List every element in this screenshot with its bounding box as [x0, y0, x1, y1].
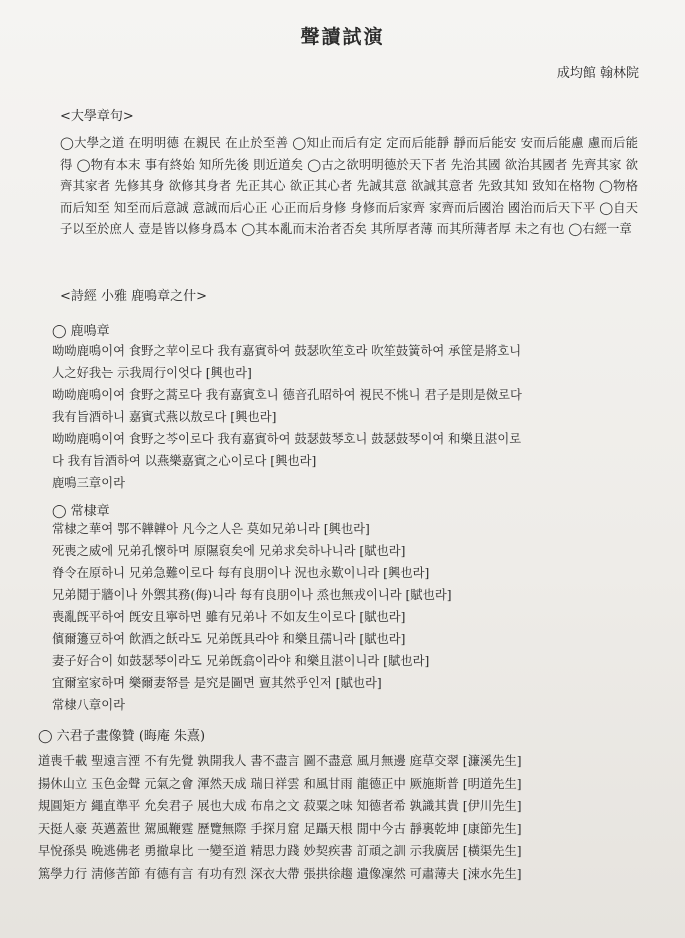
verse-line: 呦呦鹿鳴이여 食野之蒿로다 我有嘉賓호니 德音孔昭하여 視民不恌니 君子是則是傚로다 — [52, 388, 522, 402]
verse-line: 兄弟鬩于牆이나 外禦其務(侮)니라 每有良朋이나 烝也無戎이니라 [賦也라] — [52, 588, 452, 602]
verse-line: 妻子好合이 如鼓瑟琴이라도 兄弟旣翕이라야 和樂且湛이니라 [賦也라] — [52, 654, 430, 668]
changdi-lines — [52, 518, 642, 716]
verse-line: 儐爾籩豆하여 飮酒之飫라도 兄弟旣具라야 和樂且孺니라 [賦也라] — [52, 632, 406, 646]
shijing-heading: <詩經 小雅 鹿鳴章之什> — [60, 289, 208, 304]
verse-line: 鹿鳴三章이라 — [52, 476, 125, 490]
verse-line: 呦呦鹿鳴이여 食野之苹이로다 我有嘉賓하여 鼓瑟吹笙호라 吹笙鼓簧하여 承筐是將호니 — [52, 344, 522, 358]
liujunzi-lines — [38, 750, 642, 885]
verse-line: 死喪之威에 兄弟孔懷하며 原隰裒矣에 兄弟求矣하나니라 [賦也라] — [52, 544, 406, 558]
luming-lines — [52, 340, 642, 494]
verse-line: 我有旨酒하니 嘉賓式燕以敖로다 [興也라] — [52, 410, 277, 424]
verse-line: 常棣八章이라 — [52, 698, 125, 712]
verse-line: 다 我有旨酒하여 以燕樂嘉賓之心이로다 [興也라] — [52, 454, 317, 468]
verse-line: 規圓矩方 繩直準平 允矣君子 展也大成 布帛之文 菽粟之味 知德者希 孰識其貴 [伊川先生] — [38, 799, 522, 813]
daxue-text: ◯大學之道 在明明德 在親民 在止於至善 ◯知止而后有定 定而后能靜 靜而后能安 安而后能慮 慮而后能得 ◯物有本末 事有終始 知所先後 則近道矣 ◯古之欲明明德於天下者 先治其國 欲治其國者 先齊其家 欲齊其家者 先修其身 欲修其身者 先正其心 欲正其心者 先誠其意 欲誠其意者 先致其知 致知在格物 ◯物格而后知至 知至而后意誠 意誠而后心正 心正而后身修 身修而后家齊 家齊而后國治 國治而后天下平 ◯自天子以至於庶人 壹是皆以修身爲本 ◯其本亂而末治者否矣 其所厚者薄 而其所薄者厚 未之有也 ◯右經一章 — [60, 135, 638, 236]
verse-line: 呦呦鹿鳴이여 食野之芩이로다 我有嘉賓하여 鼓瑟鼓琴호니 鼓瑟鼓琴이여 和樂且湛이로 — [52, 432, 522, 446]
organization-label: 成均館 翰林院 — [556, 66, 639, 81]
changdi-heading: ◯ 常棣章 — [52, 504, 110, 519]
verse-line: 天挺人豪 英邁蓋世 駕風鞭霆 歷覽無際 手探月窟 足躡天根 閒中今古 靜裏乾坤 [康節先生] — [38, 821, 522, 836]
verse-line: 人之好我는 示我周行이엇다 [興也라] — [52, 366, 252, 380]
verse-line: 篤學力行 淸修苦節 有德有言 有功有烈 深衣大帶 張拱徐趨 遺像凜然 可肅薄夫 [涑水先生] — [38, 866, 522, 881]
daxue-heading: <大學章句> — [60, 109, 134, 124]
luming-heading: ◯ 鹿鳴章 — [52, 324, 110, 339]
page-title: 聲讀試演 — [300, 26, 385, 48]
verse-line: 揚休山立 玉色金聲 元氣之會 渾然天成 瑞日祥雲 和風甘雨 龍德正中 厥施斯普 [明道先生] — [38, 776, 522, 791]
verse-line: 脊令在原하니 兄弟急難이로다 每有良朋이나 況也永歎이니라 [興也라] — [52, 566, 430, 580]
verse-line: 喪亂旣平하여 旣安且寧하면 雖有兄弟나 不如友生이로다 [賦也라] — [52, 610, 406, 624]
liujunzi-heading: ◯ 六君子畫像贊 (晦庵 朱熹) — [38, 729, 206, 744]
verse-line: 早悅孫吳 晩逃佛老 勇撤皐比 一變至道 精思力踐 妙契疾書 訂頑之訓 示我廣居 [橫渠先生] — [38, 844, 522, 858]
verse-line: 宜爾室家하며 樂爾妻帑를 是究是圖면 亶其然乎인저 [賦也라] — [52, 676, 382, 690]
verse-line: 常棣之華여 鄂不韡韡아 凡今之人은 莫如兄弟니라 [興也라] — [52, 522, 370, 536]
verse-line: 道喪千載 聖遠言湮 不有先覺 孰開我人 書不盡言 圖不盡意 風月無邊 庭草交翠 [濂溪先生] — [38, 754, 522, 768]
